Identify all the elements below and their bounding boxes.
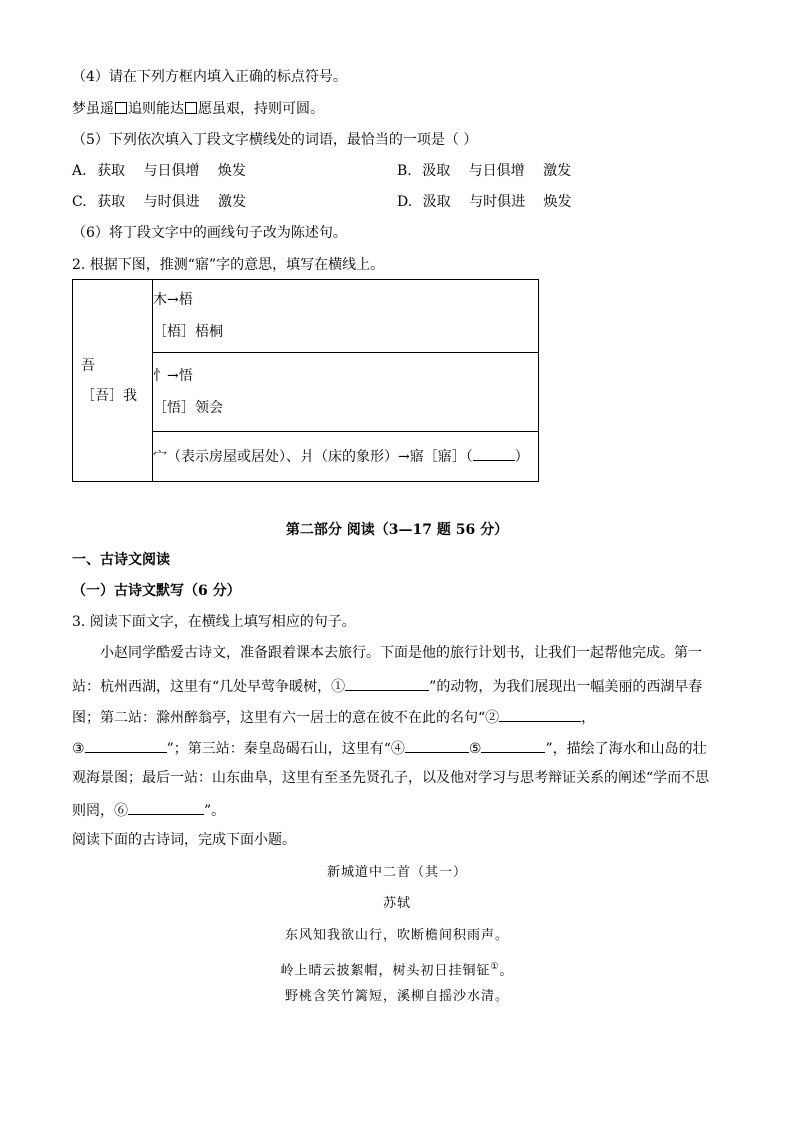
q3-text: 站：杭州西湖，这里有“几处早莺争暖树，① bbox=[72, 679, 346, 695]
option-word-1: 获取 bbox=[97, 163, 126, 179]
poem-line-text: 岭上晴云披絮帽，树头初日挂铜钲 bbox=[280, 963, 491, 979]
option-word-1: 汲取 bbox=[422, 194, 451, 210]
q3-text: 图；第二站：滁州醉翁亭，这里有六一居士的意在彼不在此的名句“② bbox=[72, 710, 500, 726]
poem-line-3: 野桃含笑竹篱短，溪柳自摇沙水清。 bbox=[284, 989, 509, 1004]
q3-text: ”。 bbox=[204, 803, 226, 819]
q3-para-line-2 bbox=[72, 676, 702, 696]
option-letter: D. bbox=[397, 194, 413, 210]
q3-para-line-6 bbox=[72, 800, 225, 820]
option-letter: A. bbox=[72, 163, 87, 179]
q3-text: ”；第三站：秦皇岛碣石山，这里有“④ bbox=[166, 741, 405, 757]
q3-prompt: 3. 阅读下面文字，在横线上填写相应的句子。 bbox=[72, 614, 356, 630]
option-word-2: 与时俱进 bbox=[469, 194, 526, 210]
option-word-3: 激发 bbox=[218, 194, 247, 210]
diagram-close-paren: ） bbox=[514, 448, 529, 465]
q2-prompt: 2. 根据下图，推测“寤”字的意思，填写在横线上。 bbox=[72, 257, 385, 273]
option-letter: B. bbox=[397, 163, 412, 179]
diagram-root-char: 吾 bbox=[81, 357, 95, 374]
diagram-gloss: ［梧］梧桐 bbox=[153, 324, 223, 340]
diagram-root-cell bbox=[73, 280, 153, 482]
poem-line-2 bbox=[0, 958, 794, 980]
q3-para-line-4 bbox=[72, 738, 707, 758]
q4-part-3: 愿虽艰，持则可圆。 bbox=[198, 101, 324, 117]
diagram-row-2 bbox=[153, 353, 539, 432]
character-diagram bbox=[72, 279, 539, 482]
option-word-3: 激发 bbox=[543, 163, 572, 179]
option-d[interactable] bbox=[397, 193, 572, 211]
diagram-row-3 bbox=[153, 432, 539, 482]
diagram-formula: 忄→悟 bbox=[153, 368, 193, 384]
option-word-2: 与时俱进 bbox=[143, 194, 200, 210]
diagram-formula: 宀（表示房屋或居处）、爿（床的象形）→寤［寤］（ bbox=[153, 448, 473, 465]
q3-text: ”的动物，为我们展现出一幅美丽的西湖早春 bbox=[429, 679, 703, 695]
q4-part-1: 梦虽遥 bbox=[72, 101, 114, 117]
answer-blank-4[interactable] bbox=[405, 738, 469, 753]
punct-box-2[interactable] bbox=[185, 102, 197, 114]
answer-blank-5[interactable] bbox=[481, 738, 545, 753]
option-word-2: 与日俱增 bbox=[143, 163, 200, 179]
option-word-3: 焕发 bbox=[217, 163, 246, 179]
option-letter: C. bbox=[72, 194, 87, 210]
diagram-formula: 木→梧 bbox=[153, 292, 193, 308]
option-word-1: 汲取 bbox=[422, 163, 451, 179]
section-1-heading: 一、古诗文阅读 bbox=[72, 552, 170, 568]
diagram-root-gloss: ［吾］我 bbox=[81, 387, 137, 404]
option-word-2: 与日俱增 bbox=[468, 163, 525, 179]
option-a[interactable] bbox=[72, 162, 246, 180]
q3-para-line-5: 观海景图；最后一站：山东曲阜，这里有至圣先贤孔子，以及他对学习与思考辩证关系的阐述“学而不思 bbox=[72, 770, 710, 786]
option-b[interactable] bbox=[397, 162, 571, 180]
q4-prompt: （4）请在下列方框内填入正确的标点符号。 bbox=[72, 69, 347, 85]
poem-author: 苏轼 bbox=[382, 896, 411, 911]
q5-prompt: （5）下列依次填入丁段文字横线处的词语，最恰当的一项是（ ） bbox=[72, 132, 478, 148]
q3-text: 则罔，⑥ bbox=[72, 803, 128, 819]
poem-title: 新城道中二首（其一） bbox=[326, 865, 467, 880]
poem-line-end: 。 bbox=[499, 963, 514, 979]
option-word-1: 获取 bbox=[97, 194, 126, 210]
footnote-mark: ① bbox=[490, 962, 500, 972]
answer-blank-1[interactable] bbox=[345, 676, 429, 691]
q6-prompt: （6）将丁段文字中的画线句子改为陈述句。 bbox=[72, 225, 347, 241]
option-word-3: 焕发 bbox=[543, 194, 572, 210]
q4-part-2: 追则能达 bbox=[128, 101, 184, 117]
q3-text: ”，描绘了海水和山岛的壮 bbox=[545, 741, 707, 757]
answer-blank-q2[interactable] bbox=[473, 446, 515, 461]
q3-text: ⑤ bbox=[468, 741, 482, 757]
punct-box-1[interactable] bbox=[115, 102, 127, 114]
subsection-1-heading: （一）古诗文默写（6 分） bbox=[72, 583, 241, 599]
option-c[interactable] bbox=[72, 193, 246, 211]
poem-intro: 阅读下面的古诗词，完成下面小题。 bbox=[72, 832, 296, 848]
answer-blank-3[interactable] bbox=[85, 738, 167, 753]
q3-text: ， bbox=[581, 710, 596, 726]
q3-text: ③ bbox=[72, 741, 85, 757]
poem-line-1: 东风知我欲山行，吹断檐间积雨声。 bbox=[284, 928, 509, 943]
q4-sentence bbox=[72, 100, 324, 118]
diagram-gloss: ［悟］领会 bbox=[153, 400, 223, 416]
q3-para-line-1: 小赵同学酷爱古诗文，准备跟着课本去旅行。下面是他的旅行计划书，让我们一起帮他完成。第一 bbox=[100, 645, 702, 661]
diagram-row-1 bbox=[153, 280, 539, 353]
q3-para-line-3 bbox=[72, 707, 595, 727]
answer-blank-6[interactable] bbox=[128, 800, 204, 815]
answer-blank-2[interactable] bbox=[499, 707, 581, 722]
part2-heading: 第二部分 阅读（3—17 题 56 分） bbox=[285, 522, 509, 538]
